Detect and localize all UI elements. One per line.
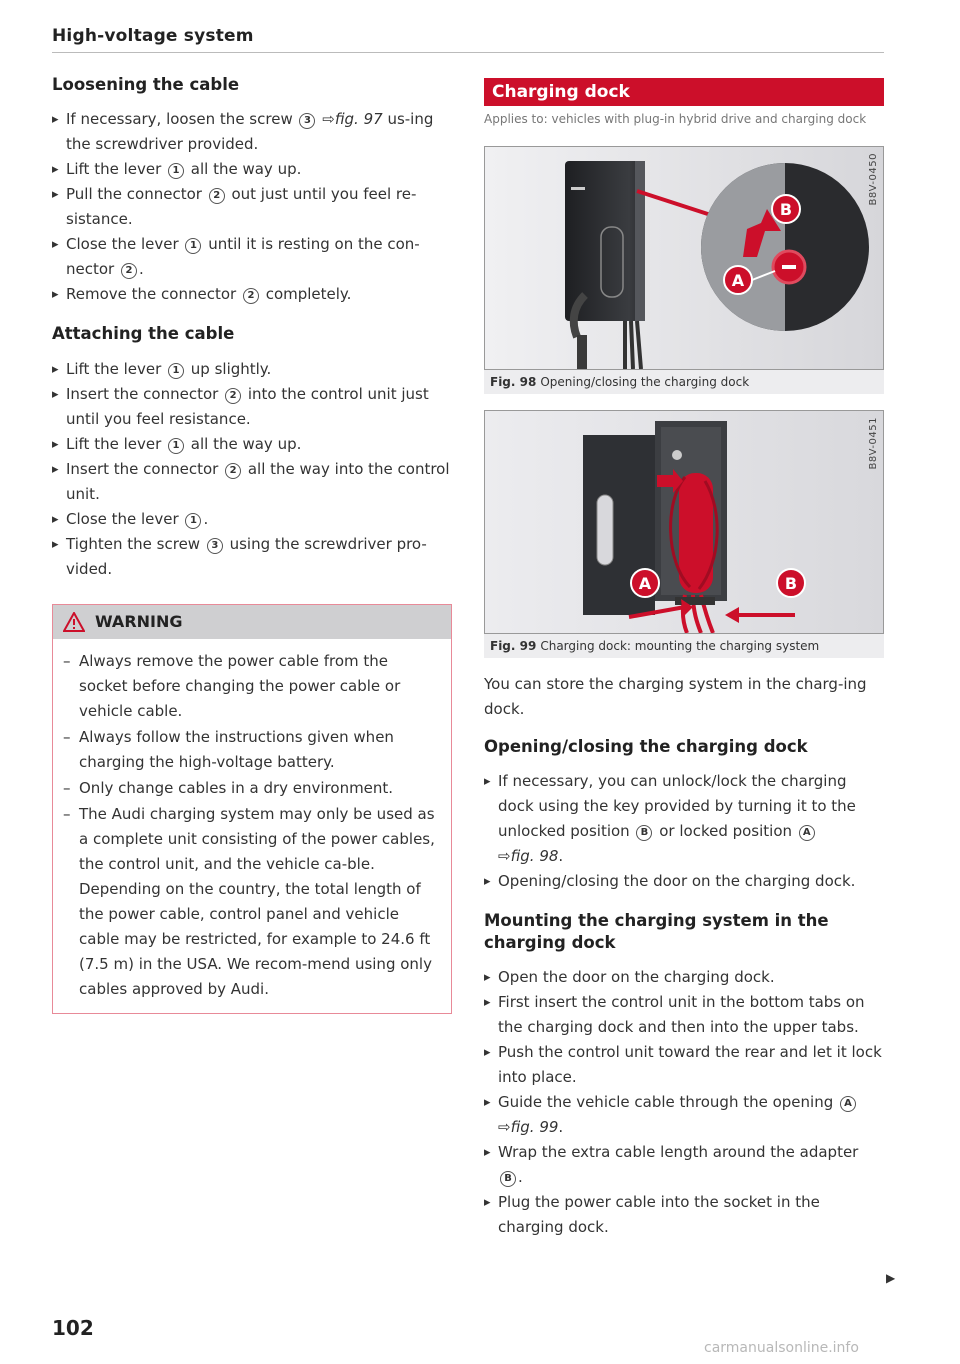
callout-number: 2 <box>243 288 259 304</box>
warning-box <box>52 604 452 1014</box>
step-item: ▸ Insert the connector 2 all the way into the control unit. <box>52 457 452 507</box>
intro-paragraph: You can store the charging system in the charg-ing dock. <box>484 675 867 718</box>
warning-header <box>53 605 451 639</box>
figure-label: Fig. 99 <box>490 639 537 653</box>
callout-number: 1 <box>185 513 201 529</box>
figure-reference-link[interactable]: ⇨fig. 97 <box>322 110 383 129</box>
section-title-bar: Charging dock <box>484 78 884 106</box>
continue-arrow-icon: ▶ <box>886 1271 896 1285</box>
step-item: ▸ Guide the vehicle cable through the opening A ⇨fig. 99. <box>484 1090 884 1140</box>
step-item: ▸ Close the lever 1 . <box>52 507 452 532</box>
marker-a-label: A <box>731 271 745 290</box>
callout-number: 1 <box>168 438 184 454</box>
loosening-heading: Loosening the cable <box>52 75 240 94</box>
callout-number: 3 <box>299 113 315 129</box>
warning-list <box>53 639 451 1013</box>
mounting-steps <box>484 965 884 1240</box>
step-item: ▸ Lift the lever 1 all the way up. <box>52 157 452 182</box>
step-item: ▸ If necessary, you can unlock/lock the charging dock using the key provided by turning it to the unlocked position B or locked position A ⇨fig. 98. <box>484 769 884 869</box>
callout-number: 1 <box>185 238 201 254</box>
marker-a-label: A <box>638 574 652 593</box>
step-item: ▸ Tighten the screw 3 using the screwdriver pro-vided. <box>52 532 452 582</box>
warning-item: – Only change cables in a dry environment. <box>63 776 439 801</box>
watermark-text: carmanualsonline.info <box>704 1340 859 1356</box>
figure-code: B8V-0451 <box>868 417 879 470</box>
warning-title: WARNING <box>95 612 183 632</box>
figure-99-image <box>484 410 884 634</box>
callout-letter: A <box>799 825 815 841</box>
warning-triangle-icon <box>63 612 85 632</box>
callout-number: 2 <box>121 263 137 279</box>
mounting-heading: Mounting the charging system in the charging dock <box>484 911 829 952</box>
figure-98-image <box>484 146 884 370</box>
step-item: ▸ First insert the control unit in the bottom tabs on the charging dock and then into the upper tabs. <box>484 990 884 1040</box>
step-item: ▸ Insert the connector 2 into the control unit just until you feel resistance. <box>52 382 452 432</box>
page-number: 102 <box>52 1316 94 1340</box>
figure-label: Fig. 98 <box>490 375 537 389</box>
step-item: ▸ Lift the lever 1 all the way up. <box>52 432 452 457</box>
applies-to-note: Applies to: vehicles with plug-in hybrid drive and charging dock <box>484 112 867 126</box>
callout-letter: B <box>636 825 652 841</box>
figure-reference-link[interactable]: ⇨fig. 99 <box>498 1118 559 1137</box>
attaching-steps <box>52 357 452 582</box>
opening-heading: Opening/closing the charging dock <box>484 737 808 756</box>
step-item: ▸ Lift the lever 1 up slightly. <box>52 357 452 382</box>
figure-98-caption <box>484 370 884 394</box>
step-item: ▸ Pull the connector 2 out just until you feel re-sistance. <box>52 182 452 232</box>
callout-letter: B <box>500 1171 516 1187</box>
step-item: ▸ Wrap the extra cable length around the adapter B . <box>484 1140 884 1190</box>
caption-text: Charging dock: mounting the charging system <box>540 639 820 653</box>
charging-dock-illustration <box>485 147 884 369</box>
callout-number: 2 <box>209 188 225 204</box>
marker-b-label: B <box>779 200 793 219</box>
step-item: ▸ Open the door on the charging dock. <box>484 965 884 990</box>
step-item: ▸ Plug the power cable into the socket in the charging dock. <box>484 1190 884 1240</box>
callout-number: 3 <box>207 538 223 554</box>
step-item: ▸ Opening/closing the door on the charging dock. <box>484 869 884 894</box>
warning-item: – Always remove the power cable from the socket before changing the power cable or vehicle cable. <box>63 649 439 724</box>
callout-number: 2 <box>225 388 241 404</box>
charging-system-mounting-illustration <box>485 411 884 633</box>
callout-number: 1 <box>168 363 184 379</box>
marker-b-label: B <box>784 574 798 593</box>
figure-code: B8V-0450 <box>868 153 879 206</box>
attaching-heading: Attaching the cable <box>52 324 235 344</box>
callout-number: 2 <box>225 463 241 479</box>
step-item: ▸ If necessary, loosen the screw 3 ⇨fig. 97 us-ing the screwdriver provided. <box>52 107 452 157</box>
right-column <box>484 74 884 1240</box>
page-header <box>52 26 884 53</box>
callout-number: 1 <box>168 163 184 179</box>
warning-item: – The Audi charging system may only be used as a complete unit consisting of the power cables, the control unit, and the vehicle ca-ble. Depending on the country, the total length of the power cable, control panel and vehicle cable may be restricted, for example to 24.6 ft (7.5 m) in the USA. We recom-mend using only cables approved by Audi. <box>63 802 439 1002</box>
opening-steps <box>484 769 884 894</box>
callout-letter: A <box>840 1096 856 1112</box>
step-item: ▸ Close the lever 1 until it is resting on the con-nector 2 . <box>52 232 452 282</box>
step-item: ▸ Push the control unit toward the rear and let it lock into place. <box>484 1040 884 1090</box>
warning-item: – Always follow the instructions given when charging the high-voltage battery. <box>63 725 439 775</box>
loosening-steps <box>52 107 452 307</box>
figure-99-caption <box>484 634 884 658</box>
header-title: High-voltage system <box>52 26 254 46</box>
figure-reference-link[interactable]: ⇨fig. 98 <box>498 847 559 866</box>
left-column <box>52 74 452 1014</box>
step-item: ▸ Remove the connector 2 completely. <box>52 282 452 307</box>
caption-text: Opening/closing the charging dock <box>540 375 750 389</box>
